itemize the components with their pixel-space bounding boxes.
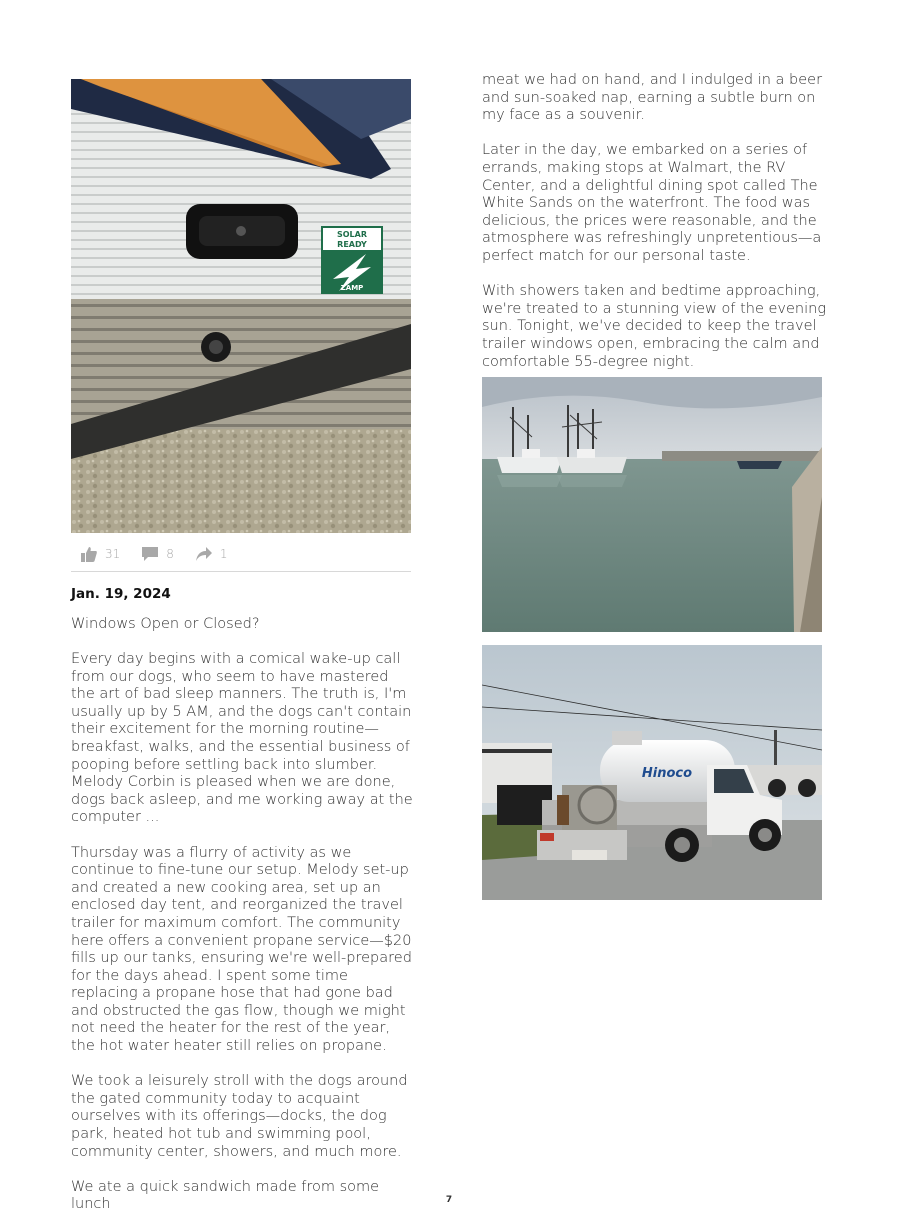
paragraph: Thursday was a flurry of activity as we continue to fine-tune our setup. Melody set-up and created a new cooking area, set up an enclosed day tent, and reorganized the travel trailer for maximum comfort. The community here offers a convenient propane service—$20 fills up our tanks, ensuring we're well-prepared for the days ahead. I spent some time replacing a propane hose that had gone bad and obstructed the gas flow, though we might not need the heater for the rest of the year, the hot water heater still relies on propane.	[71, 844, 412, 1055]
paragraph: We took a leisurely stroll with the dogs around the gated community today to acquaint ourselves with its offerings—docks, the dog park, heated hot tub and swimming pool, community center, showers, and much more.	[71, 1073, 408, 1160]
divider	[71, 571, 411, 572]
right-column-text	[482, 72, 827, 389]
propane-truck-photo	[482, 645, 822, 900]
truck-brand-text: Hinoco	[641, 766, 693, 781]
like-count: 31	[105, 547, 121, 561]
paragraph: Later in the day, we embarked on a series of errands, making stops at Walmart, the RV Center, and a delightful dining spot called The White Sands on the waterfront. The food was delicious, the prices were reasonable, and the atmosphere was refreshingly unpretentious—a perfect match for our personal taste.	[482, 142, 822, 264]
svg-text:SOLAR: SOLAR	[336, 230, 368, 239]
paragraph: With showers taken and bedtime approaching, we're treated to a stunning view of the evening sun. Tonight, we've decided to keep the travel trailer windows open, embracing the calm and comfortable 55-degree night.	[482, 283, 827, 370]
comment-icon	[142, 547, 158, 562]
svg-text:ZAMP: ZAMP	[340, 284, 364, 292]
rv-solar-port-photo	[71, 79, 411, 533]
left-column-text	[71, 651, 416, 1232]
share-count: 1	[219, 547, 228, 561]
paragraph: Every day begins with a comical wake-up call from our dogs, who seem to have mastered the art of bad sleep manners. The truth is, I'm usually up by 5 AM, and the dogs can't contain their excitement for the morning routine—breakfast, walks, and the essential business of pooping before settling back into slumber. Melody Corbin is pleased when we are done, dogs back asleep, and me working away at the computer ...	[71, 651, 413, 826]
harbor-boats-photo	[482, 377, 822, 632]
like-button[interactable]	[81, 547, 120, 562]
paragraph: meat we had on hand, and I indulged in a beer and sun-soaked nap, earning a subtle burn on my face as a souvenir.	[482, 72, 823, 124]
comment-button[interactable]	[142, 547, 174, 562]
share-button[interactable]	[196, 547, 228, 562]
svg-text:READY: READY	[337, 240, 367, 249]
thumbs-up-icon	[81, 547, 97, 562]
comment-count: 8	[166, 547, 174, 561]
share-icon	[196, 547, 212, 562]
paragraph: We ate a quick sandwich made from some lunch	[71, 1178, 380, 1213]
solar-ready-badge	[321, 226, 383, 294]
post-date: Jan. 19, 2024	[71, 586, 171, 602]
post-engagement-bar	[71, 542, 411, 566]
page-number: 7	[445, 1195, 453, 1205]
post-title: Windows Open or Closed?	[71, 616, 260, 632]
